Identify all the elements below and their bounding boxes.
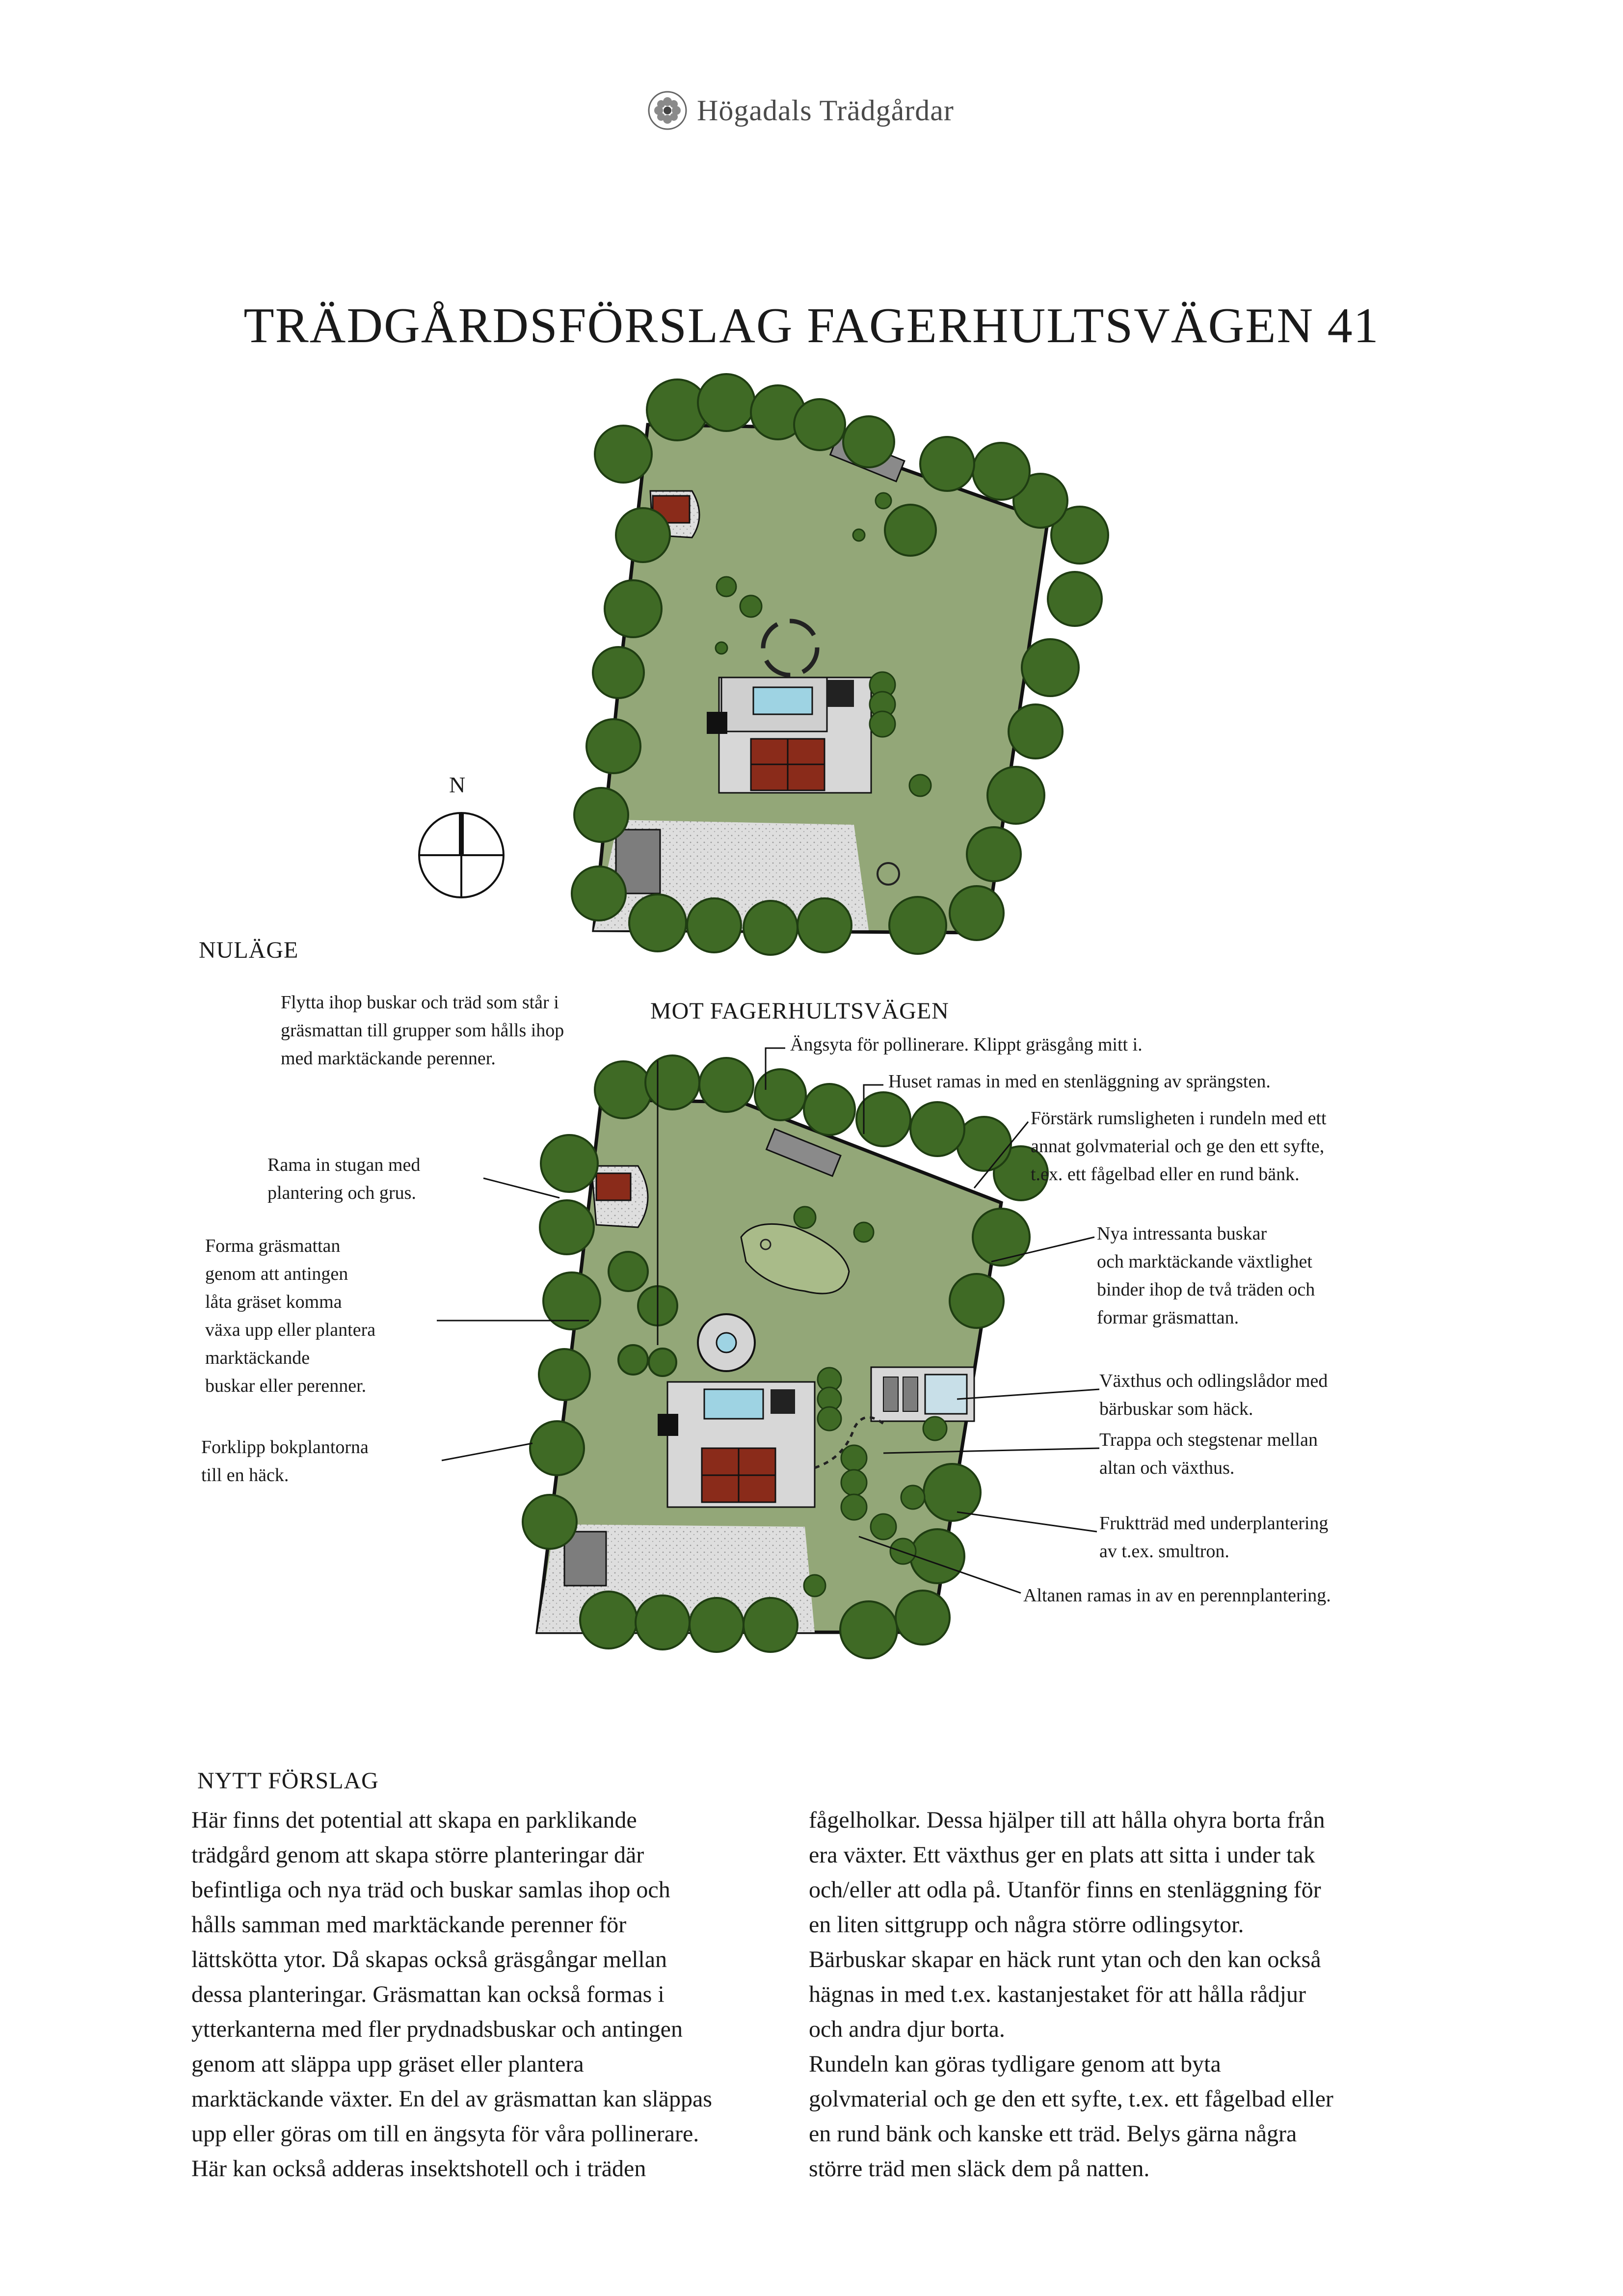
site-plan-current xyxy=(545,373,1158,977)
proposal-text-col1: Här finns det potential att skapa en parklikande trädgård genom att skapa större planteringar där befintliga och nya träd och buskar samlas ihop och hålls samman med marktäckande perenner för lättskötta ytor. Då skapas också gräsgångar mellan dessa planteringar. Gräsmattan kan också formas i ytterkanterna med fler prydnadsbuskar och antingen genom att släppa upp gräset eller plantera marktäckande växter. En del av gräsmattan kan släppas upp eller göras om till en ängsyta för våra pollinerare. Här kan också adderas insektshotell och i träden xyxy=(191,1807,712,2182)
page-title: TRÄDGÅRDSFÖRSLAG FAGERHULTSVÄGEN 41 xyxy=(243,298,1380,353)
hot-tub xyxy=(771,1389,795,1414)
annotation-hedge: Forklipp bokplantorna till en häck. xyxy=(201,1437,369,1486)
annotation-meadow: Ängsyta för pollinerare. Klippt gräsgång mitt i. xyxy=(790,1034,1143,1055)
flower-logo-icon xyxy=(647,90,688,131)
annotation-greenhouse: Växthus och odlingslådor med bärbuskar som häck. xyxy=(1099,1371,1328,1419)
current-label: NULÄGE xyxy=(199,937,299,963)
annotation-new-shrubs: Nya intressanta buskar och marktäckande växtlighet binder ihop de två träden och formar gräsmattan. xyxy=(1097,1223,1315,1328)
proposal-label: NYTT FÖRSLAG xyxy=(197,1768,379,1794)
annotation-stairs: Trappa och stegstenar mellan altan och växthus. xyxy=(1099,1430,1318,1478)
annotation-lawn-shape: Forma gräsmattan genom att antingen låta gräset komma växa upp eller plantera marktäckande buskar eller perenner. xyxy=(205,1236,376,1396)
pool xyxy=(704,1389,763,1419)
stairs xyxy=(658,1414,678,1436)
roundel xyxy=(698,1314,755,1371)
annotation-deck: Altanen ramas in av en perennplantering. xyxy=(1023,1585,1331,1606)
stairs xyxy=(707,712,727,734)
annotation-house-frame: Huset ramas in med en stenläggning av sprängsten. xyxy=(888,1071,1271,1092)
greenhouse-beds xyxy=(871,1367,974,1421)
brand-name: Högadals Trädgårdar xyxy=(697,94,954,127)
brand-header xyxy=(647,88,954,133)
annotation-move-shrubs: Flytta ihop buskar och träd som står i gräsmattan till grupper som hålls ihop med marktäckande perenner. xyxy=(281,992,564,1069)
hot-tub xyxy=(827,680,854,707)
proposal-text-col2: fågelholkar. Dessa hjälper till att hålla ohyra borta från era växter. Ett växthus ger en plats att sitta i under tak och/eller att odla på. Utanför finns en stenläggning för en liten sittgrupp och några större odlingsytor. Bärbuskar skapar en häck runt ytan och den kan också hägnas in med t.ex. kastanjestaket för att hålla rådjur och andra djur borta. Rundeln kan göras tydligare genom att byta golvmaterial och ge den ett syfte, t.ex. ett fågelbad eller en rund bänk och kanske ett träd. Belys gärna några större träd men släck dem på natten. xyxy=(809,1807,1333,2182)
compass-icon xyxy=(417,811,506,899)
annotation-cottage: Rama in stugan med plantering och grus. xyxy=(267,1155,421,1203)
annotation-roundel: Förstärk rumsligheten i rundeln med ett annat golvmaterial och ge den ett syfte, t.ex. ett fågelbad eller en rund bänk. xyxy=(1031,1108,1327,1185)
site-plan-proposal xyxy=(510,1055,1109,1659)
compass-label: N xyxy=(449,772,466,797)
pool xyxy=(753,687,812,714)
cottage-roof xyxy=(596,1173,631,1200)
annotation-fruit-trees: Fruktträd med underplantering av t.ex. smultron. xyxy=(1099,1513,1329,1562)
road-label: MOT FAGERHULTSVÄGEN xyxy=(650,998,949,1024)
